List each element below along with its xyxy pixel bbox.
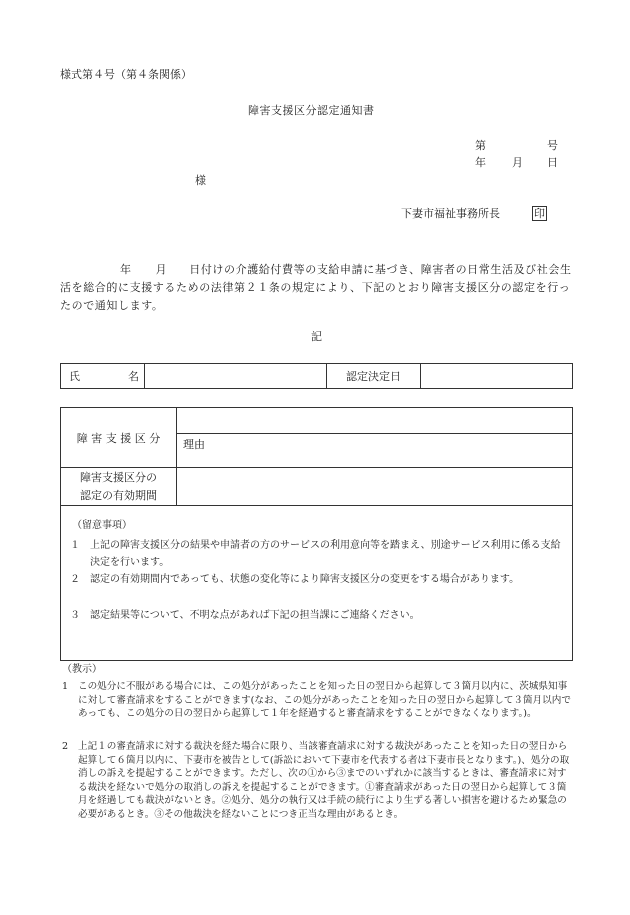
addressee-suffix: 様 [195,174,206,187]
instructions-heading: （教示） [62,664,102,675]
name-label-cell [61,364,145,389]
paragraph-text: 日付けの介護給付費等の支給申請に基づき、障害者の日常生活及び社会生活を総合的に支援するための法律第２１条の規定により、下記のとおり障害支援区分の認定を行ったので通知します。 [60,263,572,312]
category-label-cell [61,408,177,468]
document-title: 障害支援区分認定通知書 [248,104,375,117]
period-value-cell[interactable] [177,468,573,506]
paragraph-month: 月 [155,263,168,276]
period-label-line2: 認定の有効期間 [80,488,157,502]
seal-mark: 印 [534,207,545,220]
reason-label: 理由 [183,438,205,451]
instruction-item-2: 2 上記１の審査請求に対する裁決を経た場合に限り、当該審査請求に対する裁決があったことを知った日の翌日から起算して６箇月以内に、下妻市を被告として(訴訟において下妻市を代表する者は下妻市長となります。)、処分の取消しの訴えを提起することができます。ただし、次の①から③までのいずれかに該当するときは、審査請求に対する裁決を経ないで処分の取消しの訴えを提起することができます。①審査請求があった日の翌日から起算して３箇月を経過しても裁決がないとき。②処分、処分の執行又は手続の続行により生ずる著しい損害を避けるため緊急の必要があるとき。③その他裁決を経ないことにつき正当な理由があるとき。 [62,741,570,820]
period-label-cell [61,468,177,506]
remark-item-1: １ 上記の障害支援区分の結果や申請者の方のサービスの利用意向等を踏まえ、別途サービス利用に係る支給決定を行います。 [70,540,561,568]
name-table [60,363,573,389]
notice-paragraph [60,261,575,315]
issuer: 下妻市福祉事務所長 [401,207,500,220]
ki-mark: 記 [311,330,322,343]
number-label: 第 [475,139,486,152]
date-month: 月 [512,156,523,169]
remarks-cell [61,506,573,661]
name-value-cell[interactable] [145,364,327,389]
period-label-line1: 障害支援区分の [80,470,157,484]
instruction-item-1: 1 この処分に不服がある場合には、この処分があったことを知った日の翌日から起算して３箇月以内に、茨城県知事に対して審査請求をすることができます(なお、この処分があったことを知った日の翌日から起算して３箇月以内であっても、この処分の日の翌日から起算して１年を経過すると審査請求をすることができなくなります。)。 [62,681,571,719]
decision-table [60,407,573,661]
category-value-cell[interactable] [177,408,573,434]
decision-date-label: 認定決定日 [327,364,421,389]
name-label-2: 名 [128,370,139,383]
date-day: 日 [547,156,558,169]
decision-date-value-cell[interactable] [421,364,573,389]
reason-cell[interactable] [177,434,573,468]
remark-item-3: ３ 認定結果等について、不明な点があれば下記の担当課にご連絡ください。 [70,610,420,621]
category-label: 障 害 支 援 区 分 [76,431,161,445]
name-label-1: 氏 [69,370,80,383]
paragraph-year: 年 [120,263,132,276]
date-year: 年 [475,156,486,169]
number-suffix: 号 [547,139,558,152]
remarks-heading: （留意事項） [72,520,132,531]
form-number: 様式第４号（第４条関係） [60,68,192,81]
remark-item-2: ２ 認定の有効期間内であっても、状態の変化等により障害支援区分の変更をする場合があります。 [70,574,520,585]
